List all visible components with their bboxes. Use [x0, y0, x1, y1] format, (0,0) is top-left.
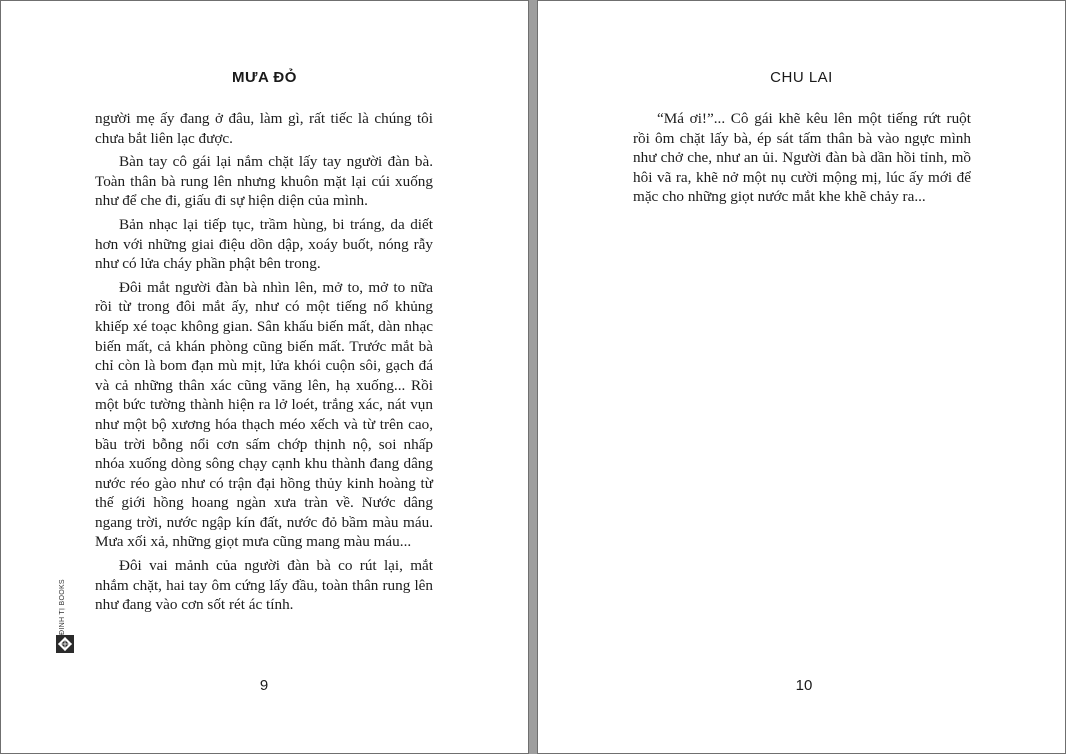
paragraph: Bản nhạc lại tiếp tục, trầm hùng, bi tráng, da diết hơn với những giai điệu dồn dập, xoáy buốt, nóng rẫy như có lửa cháy phần phật bên trong. [95, 215, 433, 273]
publisher-name: ĐINH TỊ BOOKS [59, 579, 66, 635]
publisher-mark [54, 579, 76, 655]
paragraph: Đôi vai mảnh của người đàn bà co rút lại, mắt nhắm chặt, hai tay ôm cứng lấy đầu, toàn thân rung lên như đang vào cơn sốt rét ác tính. [95, 557, 433, 614]
running-header-author: CHU LAI [770, 69, 833, 86]
publisher-logo-icon [56, 635, 74, 653]
paragraph: “Má ơi!”... Cô gái khẽ kêu lên một tiếng rứt ruột rồi ôm chặt lấy bà, ép sát tấm thân bà vào ngực mình như chở che, như an ủi. Người đàn bà dần hồi tỉnh, mồ hôi vã ra, khẽ nở một nụ cười mộng mị, lúc ấy mới để mặc cho những giọt nước mắt khe khẽ chảy ra... [633, 110, 971, 206]
right-page-body [633, 109, 971, 211]
left-page [0, 0, 529, 754]
page-number: 10 [795, 677, 813, 694]
right-page [537, 0, 1066, 754]
paragraph: người mẹ ấy đang ở đâu, làm gì, rất tiếc là chúng tôi chưa bắt liên lạc được. [95, 110, 433, 147]
left-page-body [95, 109, 433, 619]
paragraph: Bàn tay cô gái lại nắm chặt lấy tay người đàn bà. Toàn thân bà rung lên nhưng khuôn mặt lại cúi xuống như để che đi, giấu đi sự hiện diện của mình. [95, 153, 433, 210]
running-header-book-title: MƯA ĐỎ [232, 69, 297, 86]
paragraph: Đôi mắt người đàn bà nhìn lên, mở to, mở to nữa rồi từ trong đôi mắt ấy, như có một tiếng nổ khủng khiếp xé toạc không gian. Sân khấu biến mất, dàn nhạc biến mất, cả khán phòng cũng biến mất. Trước mắt bà chỉ còn là bom đạn mù mịt, lửa khói cuộn sôi, gạch đá và cả những thân xác cũng văng lên, hạ xuống... Rồi một bức tường thành hiện ra lở loét, trắng xác, nát vụn như một bộ xương hóa thạch méo xếch và từ trên cao, bầu trời bỗng nổi cơn sấm chớp thịnh nộ, soi nhấp nhóa xuống dòng sông chạy cạnh khu thành đang dâng nước réo gào như có trận đại hồng thủy kinh hoàng từ thế giới hồng hoang ngàn xưa tràn về. Nước dâng ngang trời, nước ngập kín đất, nước đỏ bầm màu máu. Mưa xối xả, những giọt mưa cũng mang màu máu... [95, 278, 433, 551]
page-number: 9 [259, 677, 269, 694]
